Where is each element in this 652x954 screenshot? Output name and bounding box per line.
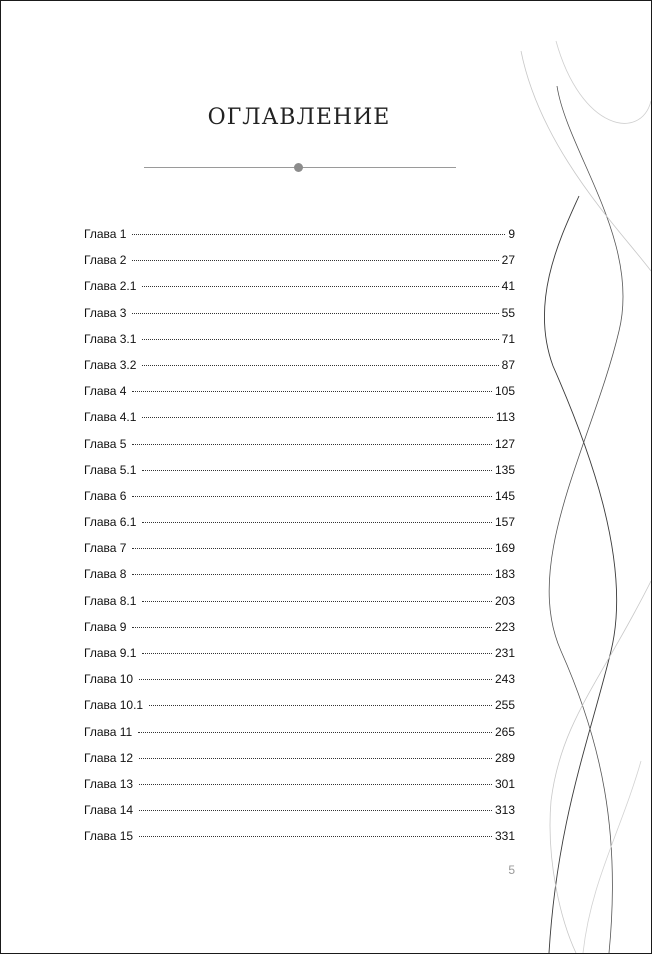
toc-entry-page: 169 xyxy=(494,541,515,556)
toc-entry[interactable] xyxy=(84,719,515,745)
toc-entry[interactable] xyxy=(84,247,515,273)
toc-entry[interactable] xyxy=(84,431,515,457)
toc-entry-page: 113 xyxy=(495,410,515,425)
page-number: 5 xyxy=(508,863,515,877)
toc-entry-label: Глава 4.1 xyxy=(84,410,137,425)
dot-leader xyxy=(132,617,492,628)
toc-entry-label: Глава 3.1 xyxy=(84,331,137,346)
dot-leader xyxy=(132,538,492,549)
dot-leader xyxy=(138,722,492,733)
toc-entry-label: Глава 7 xyxy=(84,541,127,556)
toc-entry-page: 41 xyxy=(501,279,515,294)
toc-entry-label: Глава 6 xyxy=(84,488,127,503)
toc-entry[interactable] xyxy=(84,535,515,561)
wave-line-light-1 xyxy=(521,51,651,271)
toc-entry-label: Глава 5.1 xyxy=(84,462,137,477)
toc-entry-page: 313 xyxy=(494,803,515,818)
dot-leader xyxy=(139,774,492,785)
toc-entry-page: 255 xyxy=(494,698,515,713)
dot-leader xyxy=(142,276,498,287)
toc-entry[interactable] xyxy=(84,300,515,326)
toc-entry-label: Глава 9 xyxy=(84,619,127,634)
wave-line-dark-2 xyxy=(549,86,623,953)
dot-leader xyxy=(142,460,492,471)
toc-entry[interactable] xyxy=(84,640,515,666)
toc-entry-page: 71 xyxy=(501,331,515,346)
dot-leader xyxy=(132,381,492,392)
dot-leader xyxy=(132,224,505,235)
toc-entry-label: Глава 11 xyxy=(84,724,133,739)
toc-entry[interactable] xyxy=(84,745,515,771)
toc-entry-page: 243 xyxy=(494,672,515,687)
toc-entry-label: Глава 5 xyxy=(84,436,127,451)
dot-leader xyxy=(132,434,492,445)
toc-entry[interactable] xyxy=(84,692,515,718)
toc-entry-page: 157 xyxy=(494,515,515,530)
toc-entry-page: 183 xyxy=(494,567,515,582)
toc-entry-page: 289 xyxy=(494,750,515,765)
dot-leader xyxy=(142,591,492,602)
toc-entry[interactable] xyxy=(84,352,515,378)
dot-leader xyxy=(139,669,492,680)
toc-entry[interactable] xyxy=(84,457,515,483)
toc-entry[interactable] xyxy=(84,483,515,509)
dot-leader xyxy=(142,329,498,340)
toc-entry-label: Глава 10 xyxy=(84,672,134,687)
page-title: ОГЛАВЛЕНИЕ xyxy=(207,105,391,130)
toc-entry-label: Глава 3 xyxy=(84,305,127,320)
toc-entry[interactable] xyxy=(84,404,515,430)
dot-leader xyxy=(142,512,492,523)
toc-entry-label: Глава 1 xyxy=(84,227,127,241)
toc-entry-page: 87 xyxy=(501,357,515,372)
dot-leader xyxy=(132,564,492,575)
dot-leader xyxy=(142,407,492,418)
wave-line-light-3 xyxy=(550,581,651,953)
toc-entry-page: 55 xyxy=(501,305,515,320)
toc-entry-label: Глава 4 xyxy=(84,384,127,399)
toc-entry[interactable] xyxy=(84,509,515,535)
toc-entry-label: Глава 15 xyxy=(84,829,134,844)
toc-entry-page: 27 xyxy=(501,253,515,268)
toc-entry-page: 331 xyxy=(494,829,515,844)
toc-entry-label: Глава 6.1 xyxy=(84,515,137,530)
toc-entry-page: 135 xyxy=(494,462,515,477)
toc-entry[interactable] xyxy=(84,326,515,352)
toc-entry-label: Глава 9.1 xyxy=(84,646,137,660)
toc-entry-label: Глава 13 xyxy=(84,776,134,791)
toc-entry-label: Глава 8.1 xyxy=(84,593,137,608)
toc-entry-page: 203 xyxy=(494,593,515,608)
toc-entry-page: 223 xyxy=(494,619,515,634)
toc-entry-page: 145 xyxy=(494,488,515,503)
toc-entry-label: Глава 14 xyxy=(84,803,134,818)
dot-leader xyxy=(132,303,498,314)
toc-entry-page: 9 xyxy=(508,227,515,241)
toc-entry[interactable] xyxy=(84,221,515,247)
dot-leader xyxy=(139,800,492,811)
toc-entry-label: Глава 2.1 xyxy=(84,279,137,294)
toc-entry[interactable] xyxy=(84,378,515,404)
dot-leader xyxy=(132,486,492,497)
toc-entry-label: Глава 10.1 xyxy=(84,698,144,713)
toc-entry-page: 105 xyxy=(494,384,515,399)
toc-entry[interactable] xyxy=(84,614,515,640)
toc-entry-page: 231 xyxy=(494,646,515,660)
toc-entry-page: 265 xyxy=(494,724,515,739)
toc-entry[interactable] xyxy=(84,588,515,614)
toc-entry[interactable] xyxy=(84,273,515,299)
toc-entry-label: Глава 8 xyxy=(84,567,127,582)
dot-leader xyxy=(139,826,492,837)
toc-entry[interactable] xyxy=(84,823,515,849)
table-of-contents xyxy=(84,221,515,850)
dot-leader xyxy=(149,695,492,706)
toc-entry-page: 127 xyxy=(494,436,515,451)
dot-leader xyxy=(142,355,498,366)
toc-entry-label: Глава 3.2 xyxy=(84,357,137,372)
dot-leader xyxy=(132,250,498,261)
toc-entry-label: Глава 2 xyxy=(84,253,127,268)
toc-entry[interactable] xyxy=(84,797,515,823)
toc-entry[interactable] xyxy=(84,666,515,692)
divider-dot xyxy=(294,163,303,172)
toc-entry-page: 301 xyxy=(494,776,515,791)
toc-entry[interactable] xyxy=(84,561,515,587)
dot-leader xyxy=(139,748,492,759)
dot-leader xyxy=(142,643,492,654)
toc-entry[interactable] xyxy=(84,771,515,797)
toc-entry-label: Глава 12 xyxy=(84,750,134,765)
wave-line-dark-1 xyxy=(544,196,616,953)
